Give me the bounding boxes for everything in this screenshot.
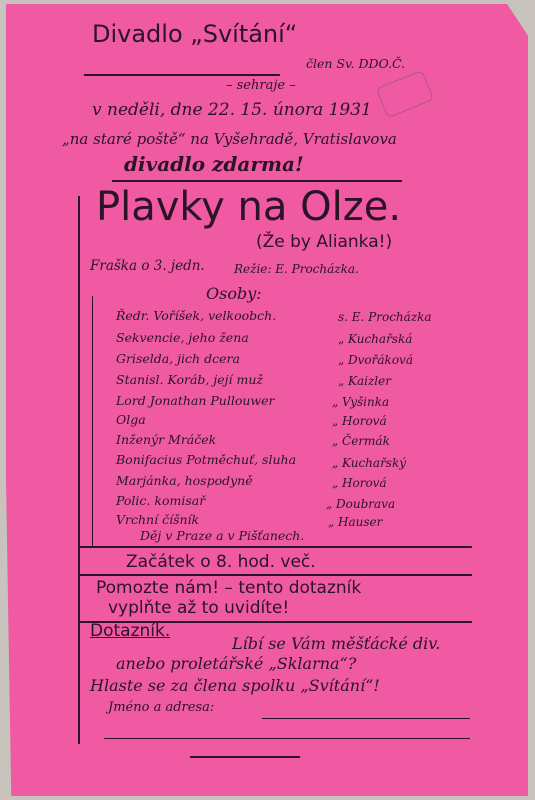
role-name: Stanisl. Koráb, její muž [116,372,263,387]
question-proletarian-alternative: anebo proletářské „Sklarna“? [116,654,357,673]
left-border-line [78,196,80,744]
role-name: Vrchní číšník [116,512,200,527]
bottom-double-rule [190,756,300,758]
actor-name: „ Vyšinka [332,395,390,409]
role-name: Olga [116,412,146,427]
date-line: v neděli, dne 22. 15. února 1931 [92,100,372,120]
actor-name: „ Čermák [332,434,390,448]
role-name: Lord Jonathan Pullouwer [116,393,275,408]
actor-name: „ Kuchařská [338,332,413,346]
play-title: Plavky na Olze. [96,184,402,230]
persons-heading: Osoby: [206,284,262,303]
venue-line: „na staré poště“ na Vyšehradě, Vratislavova [62,130,397,148]
role-name: Griselda, jich dcera [116,351,240,366]
name-address-label: Jméno a adresa: [108,700,215,715]
role-name: Polic. komisař [116,493,206,508]
free-theatre-rule [112,180,402,182]
start-time: Začátek o 8. hod. več. [126,552,316,572]
actor-name: „ Horová [332,414,387,428]
role-name: Ředr. Voříšek, velkoobch. [116,308,277,323]
cast-vertical-line [92,296,93,546]
actor-name: „ Dvořáková [338,353,413,367]
question-theatre-preference: Líbí se Vám měšťácké div. [232,634,441,653]
name-address-line [104,738,470,739]
actor-name: „ Kaizler [338,374,391,388]
theatre-name: Divadlo „Svítání“ [92,20,298,48]
questionnaire-heading: Dotazník. [90,621,171,641]
actor-name: „ Hauser [328,515,383,529]
header-rule [84,74,280,76]
director-label: Režie: E. Procházka. [234,262,359,276]
actor-name: „ Kuchařský [332,456,407,470]
membership-call: Hlaste se za člena spolku „Svítání“! [90,676,380,695]
role-name: Bonifacius Potměchuť, sluha [116,452,297,467]
request-line-1: Pomozte nám! – tento dotazník [96,578,362,598]
name-address-line [262,718,470,719]
actor-name: s. E. Procházka [338,310,432,324]
free-theatre-line: divadlo zdarma! [124,152,304,176]
start-rule [80,574,472,576]
arranges-line: – sehraje – [226,78,296,93]
member-note: člen Sv. DDO.Č. [306,56,406,71]
play-subtitle: (Že by Alianka!) [256,232,393,252]
cast-bottom-rule [80,546,472,548]
setting-line: Děj v Praze a v Pišťanech. [140,528,305,543]
genre-label: Fraška o 3. jedn. [90,258,205,274]
request-line-2: vyplňte až to uvidíte! [108,598,290,618]
actor-name: „ Horová [332,476,387,490]
actor-name: „ Doubrava [326,497,396,511]
role-name: Inženýr Mráček [116,432,217,447]
role-name: Sekvencie, jeho žena [116,330,249,345]
role-name: Marjánka, hospodyně [116,473,253,488]
